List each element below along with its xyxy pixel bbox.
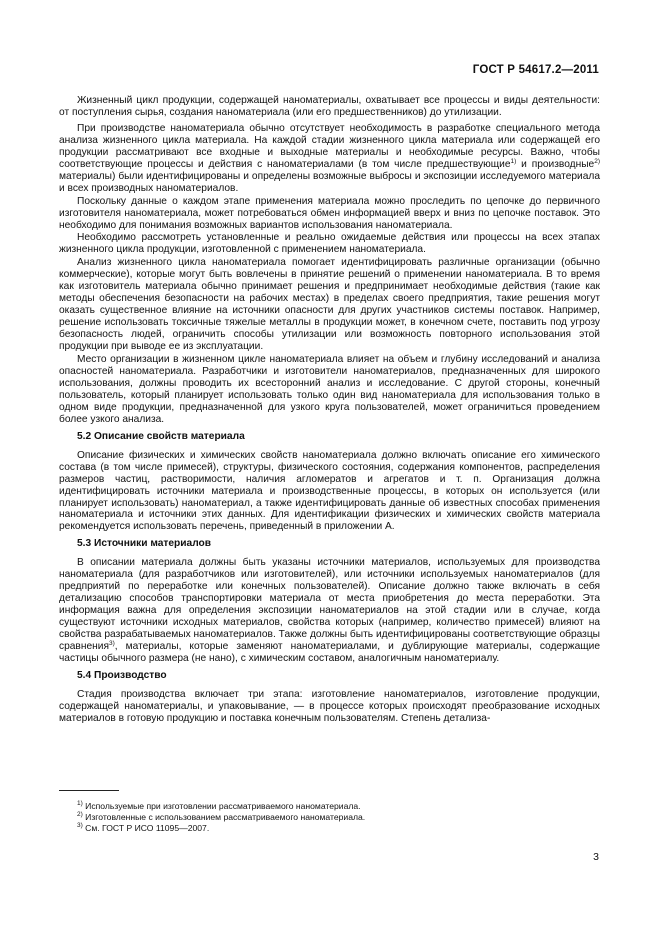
standard-header: ГОСТ Р 54617.2—2011 xyxy=(472,64,599,76)
footnote-item: $^{1)}$ Используемые при изготовлении рассматриваемого наноматериала. xyxy=(77,800,361,811)
paragraph-organizations: Анализ жизненного цикла наноматериала помогает идентифицировать различные организации (обычно коммерческие), которые могут быть вовлечены в принятие решений о применении наноматериала. В то время как изготовитель материала обычно принимает решения и предпринимает необходимые действия (такие как методы обеспечения безопасности на рабочих местах) в пределах своего предприятия, такие решения могут оказать существенное влияние на источники опасности для других участников системы поставок. Например, решение использовать токсичные тяжелые металлы в продукции может, в конечном счете, поставить под угрозу безопасность людей, ограничить способы утилизации или возможность повторного использования этой продукции при выводе ее из эксплуатации. xyxy=(59,257,600,353)
paragraph-lifecycle-stages: Необходимо рассмотреть установленные и реально ожидаемые действия или процессы на всех этапах жизненного цикла продукции, изготовленной с применением наноматериала. xyxy=(59,232,600,256)
page-number: 3 xyxy=(593,851,599,863)
section-text-5-4: Стадия производства включает три этапа: изготовление наноматериалов, изготовление продукции, содержащей наноматериалы, и упаковывание, — в процессе которых происходят преобразование исходных материалов в готовую продукцию и поставка конечным пользователям. Степень детализа- xyxy=(59,688,600,724)
section-heading-5-3: 5.3 Источники материалов xyxy=(77,538,212,550)
footnote-ref-3[interactable]: 3) xyxy=(108,639,115,647)
section-heading-5-4: 5.4 Производство xyxy=(77,669,167,681)
paragraph-supply-chain: Поскольку данные о каждом этапе применения материала можно проследить по цепочке до первичного изготовителя наноматериала, может потребоваться обмен информацией вверх и вниз по цепочке поставок. Это необходимо для понимания возможных вариантов использования наноматериала. xyxy=(59,195,600,231)
footnotes xyxy=(59,790,600,834)
body-text xyxy=(59,95,600,729)
footnote-ref-1[interactable]: 1) xyxy=(510,157,517,165)
section-text-5-3: В описании материала должны быть указаны источники материалов, используемых для производства наноматериала (для разработчиков или изготовителей), или источники используемых наноматериалов (для предприятий по переработке или конечных пользователей). Описание должно также включать в себя детализацию способов транспортировки материала от места приобретения до места переработки. Эта информация важна для определения экспозиции наноматериалов на этой стадии или в случае, когда существуют источники исходных материалов, свойства которых (например, количество примесей) влияют на свойства разрабатываемых наноматериалов. Также должны быть идентифицированы соответствующие образцы сравнения$^{3)}$, материалы, которые заменяют наноматериалами, и дублирующие материалы, содержащие частицы обычного размера (не нано), с химическим составом, аналогичным наноматериалу. xyxy=(59,557,600,664)
paragraph-analysis-scope: Место организации в жизненном цикле наноматериала влияет на объем и глубину исследований и анализа опасностей наноматериала. Разработчики и изготовители наноматериалов, предназначенных для широкого использования, должны проводить их всесторонний анализ и исследование. С другой стороны, конечный пользователь, который планирует использовать только один вид наноматериала для использования только в одном виде продукции, предназначенной для узкого круга пользователей, может ограничиться проведением более узкого анализа. xyxy=(59,354,600,425)
paragraph-lifecycle-intro: Жизненный цикл продукции, содержащей наноматериалы, охватывает все процессы и виды деятельности: от поступления сырья, создания наноматериала (или его предшественников) до утилизации. xyxy=(59,95,600,118)
footnote-item: $^{3)}$ См. ГОСТ Р ИСО 11095—2007. xyxy=(77,822,210,833)
footnote-ref-2[interactable]: 2) xyxy=(594,157,601,165)
paragraph-production-analysis: При производстве наноматериала обычно отсутствует необходимость в разработке специального метода анализа жизненного цикла материала. На каждой стадии жизненного цикла материала или содержащей его продукции рассматривают все входные и выходные материалы и необходимые ресурсы. Важно, чтобы соответствующие процессы и действия с наноматериалами (в том числе предшествующие$^{1)}$ и производные$^{2)}$ материалы) были идентифицированы и определены возможные выбросы и экспозиции исследуемого материала и всех производных наноматериалов. xyxy=(59,122,601,194)
section-heading-5-2: 5.2 Описание свойств материала xyxy=(77,430,245,442)
footnote-divider xyxy=(59,790,119,791)
section-text-5-2: Описание физических и химических свойств наноматериала должно включать описание его химического состава (в том числе примесей), структуры, физического состояния, содержания компонентов, распределения размеров частиц, растворимости, наличия агломератов и агрегатов и т. п. Организация должна идентифицировать источники материала и производственные процессы, в которых он используется (или планирует использовать) наноматериал, а также идентифицировать данные об известных способах применения наноматериала и источники этих данных. Для идентификации физических и химических свойств материала рекомендуется использовать перечень, приведенный в приложении А. xyxy=(59,449,600,533)
footnote-item: $^{2)}$ Изготовленные с использованием рассматриваемого наноматериала. xyxy=(77,811,366,822)
